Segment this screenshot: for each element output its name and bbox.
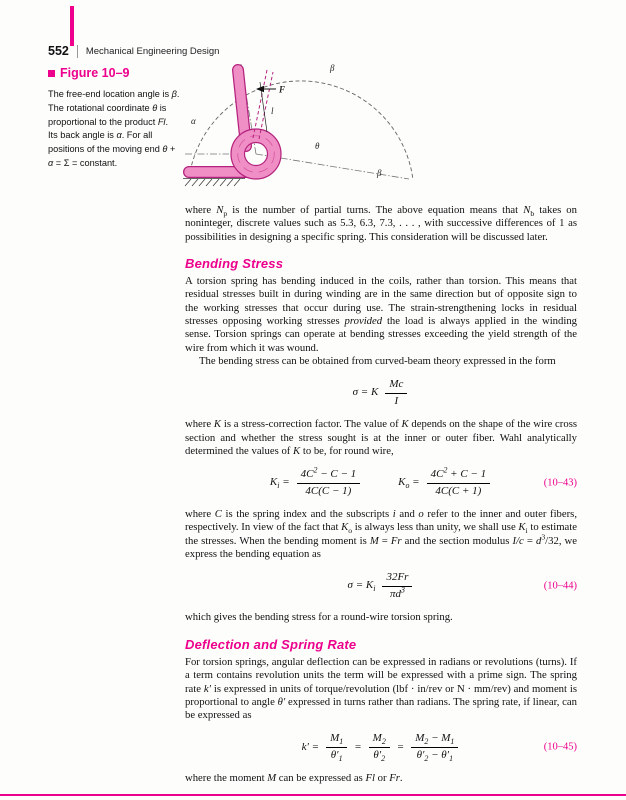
equation-body [269, 465, 492, 499]
equation-10-43 [185, 467, 577, 499]
fraction-ko: $\frac{4C^2 + C - 1}{4C(C + 1)}$ [427, 468, 490, 499]
paragraph-round-wire: which gives the bending stress for a round-wire torsion spring. [185, 611, 453, 624]
page-header [48, 44, 219, 58]
equation-body [348, 571, 415, 602]
force-arrow-head [256, 86, 264, 92]
equals-sign: = [354, 740, 362, 753]
moment-arm-label: l [271, 106, 274, 116]
paragraph-moment-expression: where the moment M can be expressed as Fl or Fr. [185, 772, 403, 785]
header-divider [77, 45, 78, 58]
equation-10-44 [185, 570, 577, 602]
beta-low-label: β [377, 168, 382, 178]
running-head: Mechanical Engineering Design [85, 45, 220, 57]
section-heading-deflection: Deflection and Spring Rate [185, 636, 357, 652]
alpha-label: α [191, 116, 196, 126]
beta-top-label: β [330, 63, 335, 73]
figure-label: Figure 10–9 [60, 66, 130, 80]
equation-number-10-43: (10–43) [543, 477, 577, 489]
body-text-column [185, 204, 577, 786]
bottom-accent-rule [0, 794, 626, 797]
fraction: $\frac{32Fr}{\pi d^3}$ [382, 571, 412, 602]
figure-bullet-icon [48, 70, 55, 77]
force-label: F [279, 84, 286, 95]
paragraph-bending-intro: A torsion spring has bending induced in the coils, rather than torsion. This means that residual stresses built in during winding are in the same direction but of opposite sign to the working stresses that occur during use. The strain-strengthening locks in residual stresses opposing working stresses provided the load is always applied in the winding sense. Torsion springs can operate at bending stresses exceeding the yield strength of the wire from which it was wound. [185, 275, 578, 354]
equals-sign: = [396, 740, 405, 753]
theta-label: θ [315, 141, 320, 151]
equation-lhs-ki: $K_i$ = [269, 476, 290, 491]
paragraph-partial-turns: where $N_p$ is the number of partial turns. The above equation means that $N_b$ takes on noninteger, discrete values such as 5.3, 6.3, 7.3, . . . , with successive differences of 1 as possibilities in designing a specific spring. This consideration will be discussed later. [185, 204, 577, 243]
fraction-m2: $\frac{M_2}{\theta'_2}$ [369, 732, 390, 763]
figure-label-row [48, 66, 180, 80]
equation-10-45 [185, 731, 577, 763]
alternate-arm-edge-1 [253, 70, 267, 138]
fraction-m1: $\frac{M_1}{\theta'_1}$ [326, 732, 347, 763]
equation-bending-stress [185, 377, 577, 409]
paragraph-stress-correction: where K is a stress-correction factor. The value of K depends on the shape of the wire cross section and whether the stress sought is at the inner or outer fiber. Wahl analytically determined the values of K to be, for round wire, [185, 418, 578, 457]
paragraph-curved-beam: The bending stress can be obtained from curved-beam theory expressed in the form [199, 354, 556, 367]
figure-caption-block [48, 66, 180, 171]
equation-body [353, 378, 410, 409]
equation-lhs: $\sigma = K_i$ [347, 579, 376, 594]
equation-number-10-44: (10–44) [543, 580, 577, 592]
section-heading-bending-stress: Bending Stress [185, 255, 284, 271]
ground-hatching [185, 179, 240, 186]
angle-arc [189, 81, 413, 180]
fraction: $\frac{Mc}{I}$ [385, 378, 407, 409]
torsion-spring-drawing [183, 58, 423, 200]
torsion-spring-figure [183, 58, 423, 200]
equation-lhs: σ = K [352, 386, 379, 399]
fraction-ki: $\frac{4C^2 - C - 1}{4C(C - 1)}$ [297, 468, 360, 499]
paragraph-deflection-intro: For torsion springs, angular deflection can be expressed in radians or revolutions (turns). If a term contains revolution units the term will be expressed with a prime sign. The spring rate k′ is expressed in units of torque/revolution (lbf · in/rev or N · mm/rev) and moment is proportional to angle θ′ expressed in turns rather than radians. The spring rate, if linear, can be expressed as [185, 655, 578, 722]
figure-caption: The free-end location angle is β. The rotational coordinate θ is proportional to the product Fl. Its back angle is α. For all positions of the moving end θ + α = Σ = constant. [48, 89, 180, 168]
equation-number-10-45: (10–45) [543, 741, 577, 753]
equation-lhs: k′ = [301, 740, 320, 753]
page-number: 552 [48, 44, 69, 58]
top-accent-bar [70, 6, 74, 46]
equation-lhs-ko: $K_o$ = [398, 476, 420, 491]
fraction-delta: $\frac{M_2 - M_1}{\theta'_2 - \theta'_1}$ [411, 732, 458, 763]
equation-body [302, 732, 461, 763]
paragraph-spring-index: where C is the spring index and the subscripts i and o refer to the inner and outer fibers, respectively. In view of the fact that $K_o$ is always less than unity, we shall use $K_i$ to estimate the stresses. When the bending moment is M = Fr and the section modulus $I/c = d^3/32$, we express the bending equation as [185, 508, 578, 561]
